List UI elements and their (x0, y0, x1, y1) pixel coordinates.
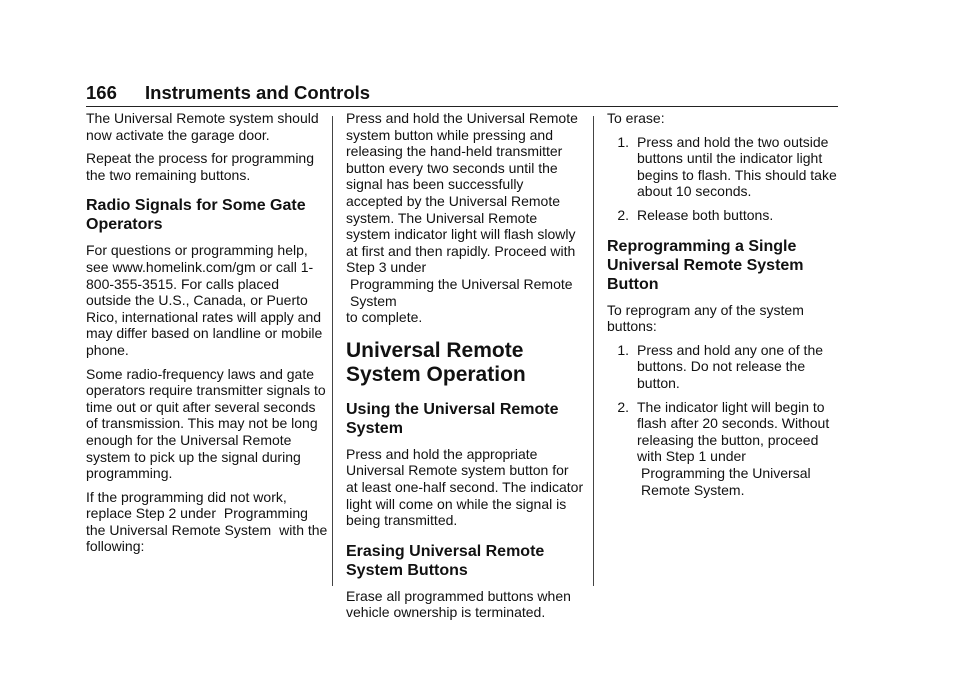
subheading-radio-signals: Radio Signals for Some Gate Operators (86, 197, 306, 234)
list-item (607, 207, 845, 224)
subheading-erasing: Erasing Universal Remote System Buttons (346, 542, 545, 579)
step-number: 1. (617, 133, 629, 150)
page-header (86, 80, 838, 107)
column-divider (593, 116, 594, 586)
paragraph-text: If the programming did not work, replace Step 2 under (86, 488, 287, 522)
section-title: Instruments and Controls (145, 82, 371, 103)
list-item (607, 342, 845, 392)
column-1 (86, 110, 328, 562)
step-number: 2. (617, 398, 629, 415)
page-number: 166 (86, 82, 117, 103)
paragraph (346, 110, 584, 326)
cross-reference: Programming the Universal Remote System (86, 505, 308, 538)
column-2 (346, 110, 584, 628)
paragraph-text: with the following: (86, 521, 328, 555)
cross-reference: Programming the Universal Remote System. (641, 464, 811, 498)
paragraph: For questions or programming help, see www.homelink.com/gm or call 1-800-355-3515. For calls placed outside the U.S., Canada, or Puerto Rico, international rates will apply and may differ based on landline or mobile phone. (86, 242, 323, 358)
subheading-reprogramming: Reprogramming a Single Universal Remote System Button (607, 237, 804, 293)
step-text: The indicator light will begin to flash after 20 seconds. Without releasing the button, proceed with Step 1 under (637, 398, 830, 465)
list-item (607, 399, 845, 499)
list-item (607, 134, 845, 200)
step-number: 2. (617, 206, 629, 223)
cross-reference (346, 276, 584, 309)
paragraph-text: to complete. (346, 309, 423, 326)
paragraph-text: Press and hold the Universal Remote system button while pressing and releasing the hand-held transmitter button every two seconds until the signal has been successfully accepted by the Universal Remote system. The Universal Remote system indicator light will flash slowly at first and then rapidly. Proceed with Step 3 under (346, 110, 578, 276)
paragraph (86, 489, 328, 555)
paragraph: The Universal Remote system should now activate the garage door. (86, 110, 319, 143)
column-3 (607, 110, 845, 505)
reprogram-steps-list (607, 342, 845, 498)
column-divider (332, 116, 333, 586)
cross-reference-text: Programming the Universal Remote System (350, 275, 573, 309)
paragraph: Some radio-frequency laws and gate operators require transmitter signals to time out or quit after several seconds of transmission. This may not be long enough for the Universal Remote system to pick up the signal during programming. (86, 365, 326, 482)
heading-universal-remote-operation: Universal Remote System Operation (346, 338, 526, 386)
step-text: Press and hold the two outside buttons until the indicator light begins to flash. This should take about 10 seconds. (637, 133, 837, 200)
paragraph: Repeat the process for programming the two remaining buttons. (86, 150, 314, 183)
step-number: 1. (617, 341, 629, 358)
step-text: Press and hold any one of the buttons. Do not release the button. (637, 341, 824, 391)
step-text: Release both buttons. (637, 206, 774, 223)
subheading-using: Using the Universal Remote System (346, 400, 559, 437)
paragraph: Press and hold the appropriate Universal Remote system button for at least one-half second. The indicator light will come on while the signal is being transmitted. (346, 445, 584, 529)
paragraph: To erase: (607, 110, 665, 126)
erase-steps-list (607, 134, 845, 224)
paragraph: Erase all programmed buttons when vehicle ownership is terminated. (346, 587, 571, 621)
paragraph: To reprogram any of the system buttons: (607, 301, 804, 335)
